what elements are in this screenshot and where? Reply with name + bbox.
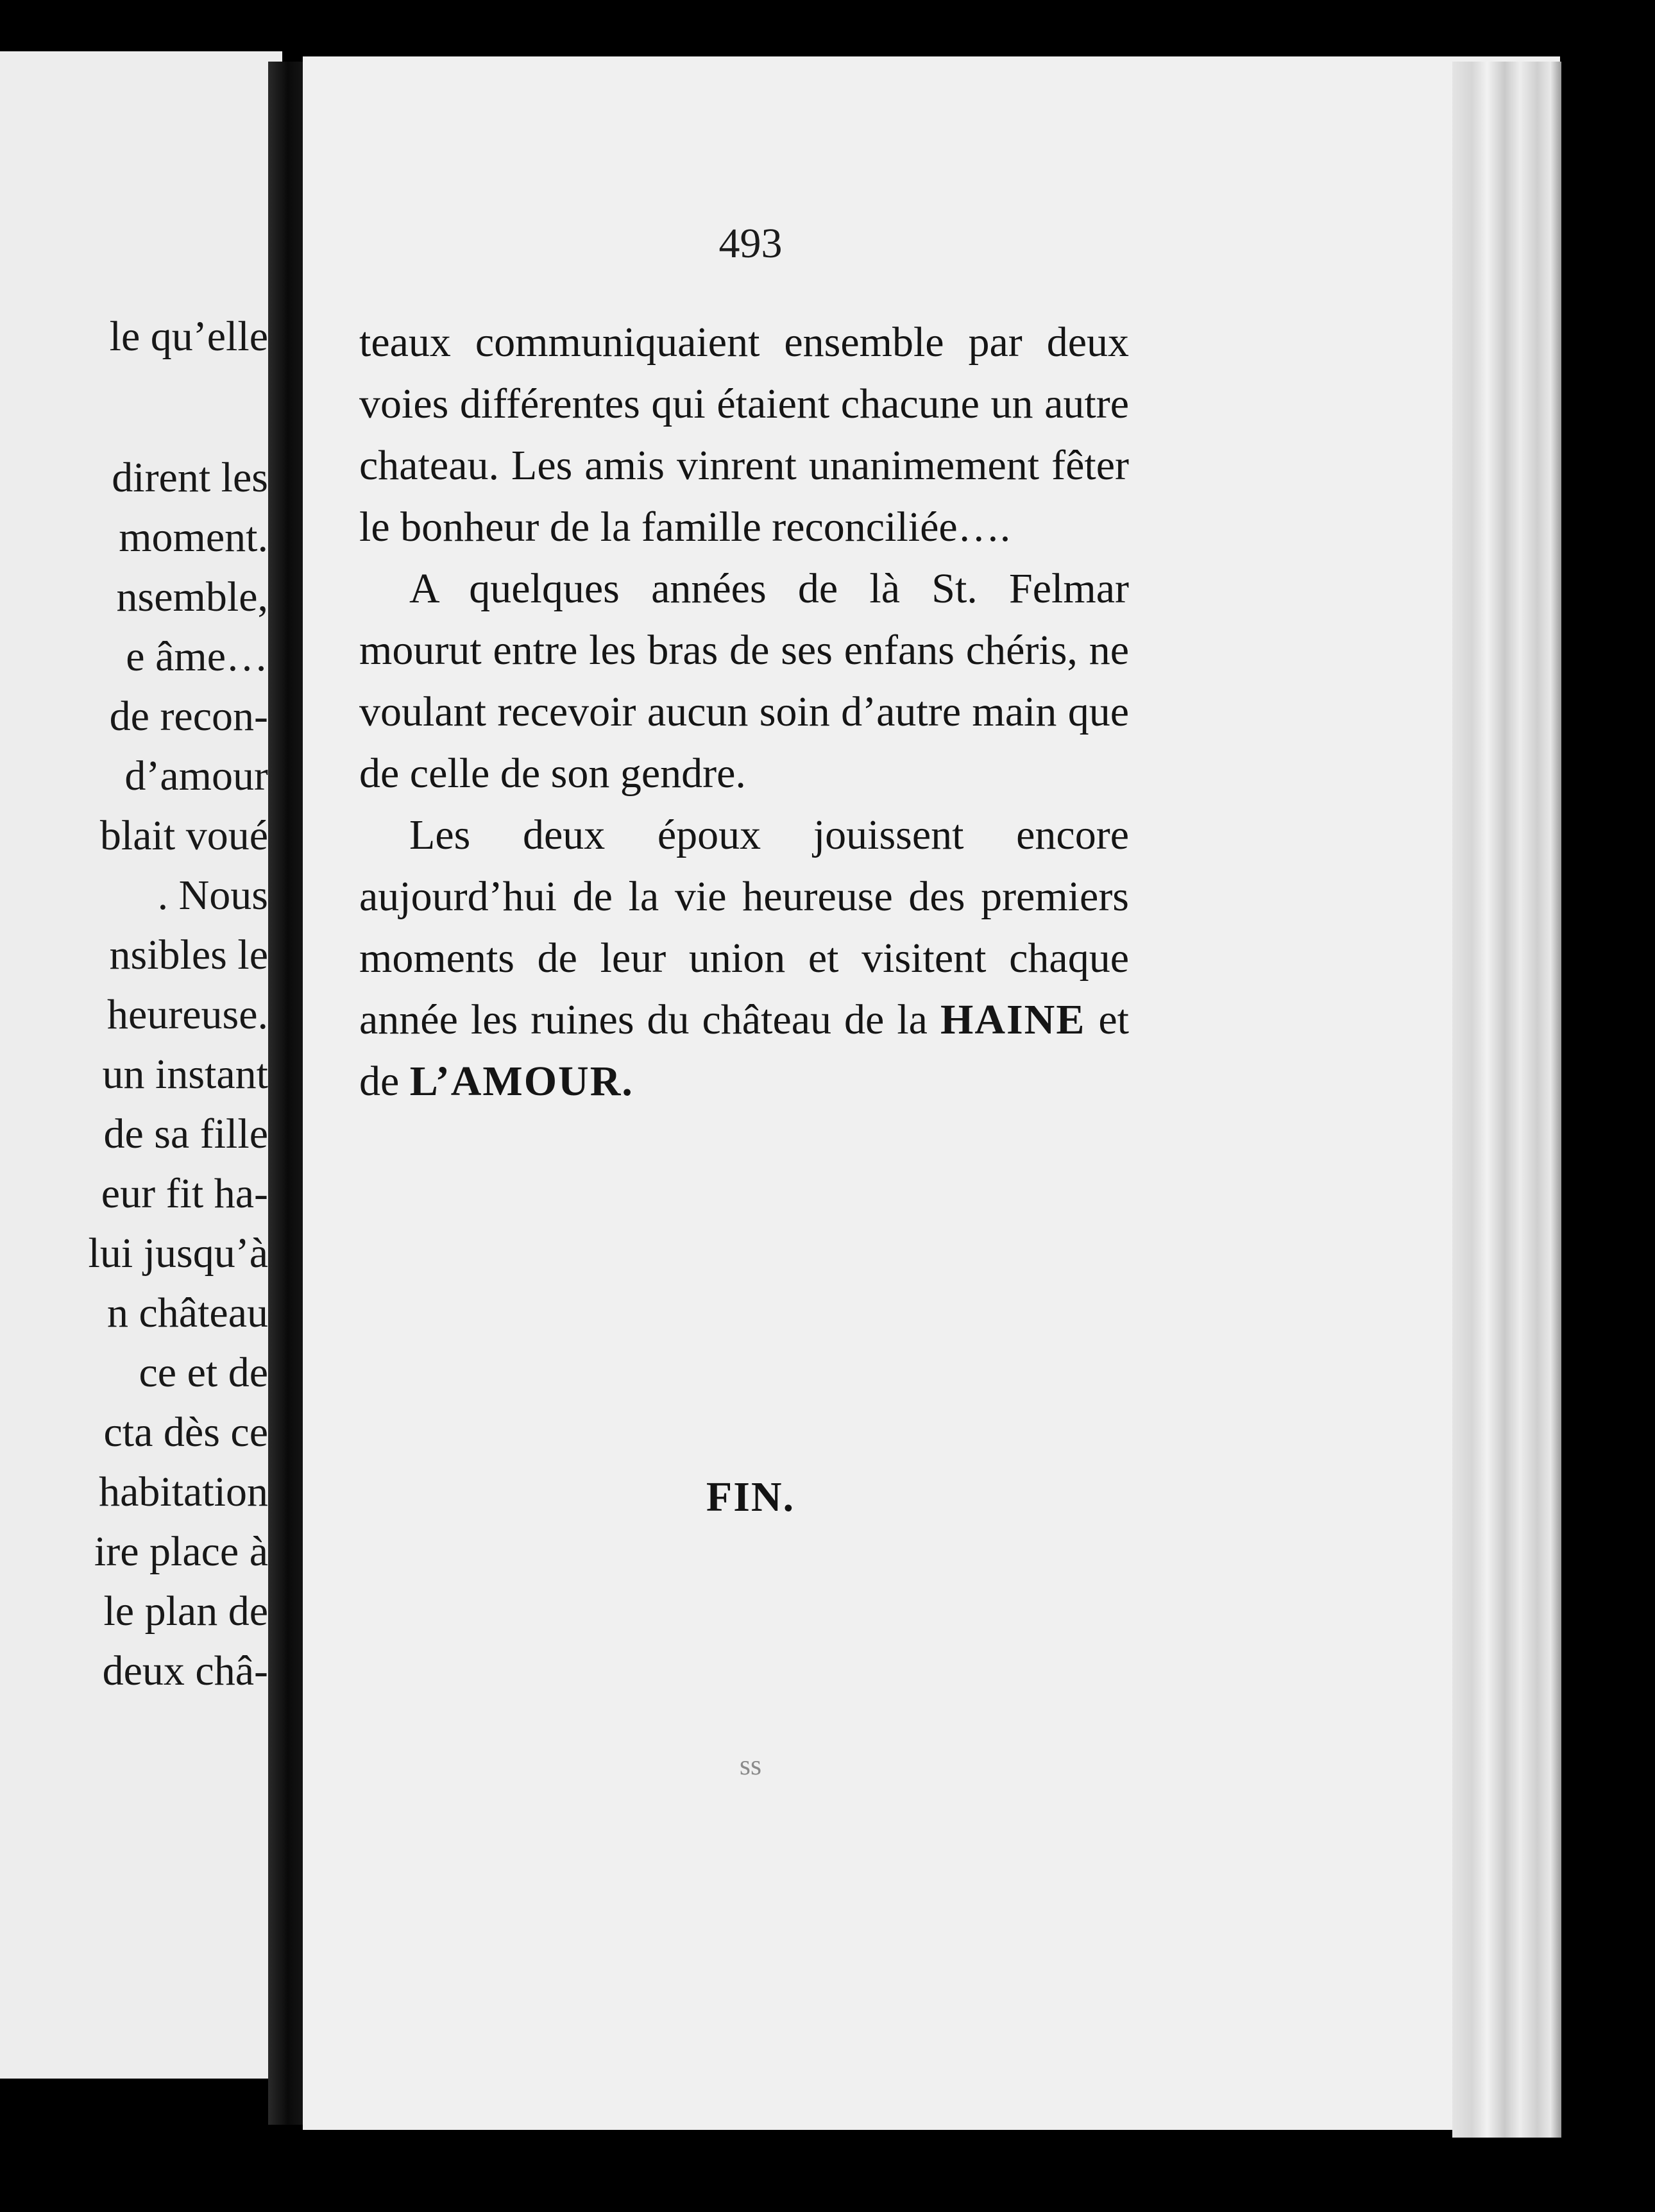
paragraph: A quelques années de là St. Felmar mourut entre les bras de ses enfans chéris, ne voulant recevoir aucun soin d’autre main que de celle de son gendre. bbox=[359, 565, 1129, 797]
left-page-line: nsemble, bbox=[116, 574, 268, 620]
paragraph-final-text: Les deux époux jouissent encore aujourd’hui de la vie heureuse des premiers moments de leur union et visitent chaque année les ruines du château de la bbox=[359, 812, 1129, 1043]
paragraph-final bbox=[359, 804, 1129, 1112]
left-page-line: blait voué bbox=[99, 812, 268, 859]
paragraph: teaux communiquaient ensemble par deux voies différentes qui étaient chacune un autre chateau. Les amis vinrent unanimement fêter le bonheur de la famille reconciliée…. bbox=[359, 319, 1129, 550]
left-page-line: de recon- bbox=[109, 693, 268, 740]
left-page-line: ce et de bbox=[139, 1349, 268, 1396]
haine-word: HAINE bbox=[940, 996, 1086, 1043]
amour-word: L’AMOUR. bbox=[409, 1058, 634, 1105]
left-page-line: lui jusqu’à bbox=[88, 1230, 268, 1277]
left-page-line: le plan de bbox=[103, 1588, 268, 1635]
book-gutter bbox=[268, 62, 304, 2125]
left-page-line: eur fit ha- bbox=[101, 1170, 268, 1217]
left-page-line: habitation bbox=[99, 1468, 268, 1515]
left-page-line: heureuse. bbox=[106, 991, 268, 1038]
left-page-line: de sa fille bbox=[103, 1110, 268, 1157]
page-edge bbox=[1452, 62, 1561, 2138]
connector-word: et de bbox=[359, 996, 1130, 1105]
left-page-line: cta dès ce bbox=[103, 1409, 268, 1456]
left-page-line: un instant bbox=[102, 1051, 268, 1098]
end-label: FIN. bbox=[706, 1474, 795, 1520]
left-page-line: le qu’elle bbox=[109, 313, 268, 360]
left-page-line: ire place à bbox=[94, 1528, 268, 1575]
left-page-line: e âme… bbox=[126, 633, 268, 680]
page-number: 493 bbox=[718, 220, 783, 267]
body-text bbox=[359, 312, 1129, 1112]
left-page-line: . Nous bbox=[157, 872, 268, 919]
left-page-line: deux châ- bbox=[102, 1647, 268, 1694]
left-page-line: dirent les bbox=[112, 454, 268, 501]
left-page-line: moment. bbox=[119, 514, 268, 561]
left-page-line: d’amour bbox=[124, 753, 268, 799]
signature-mark: ss bbox=[739, 1749, 762, 1781]
left-page-line: nsibles le bbox=[109, 932, 268, 978]
left-page-line: n château bbox=[106, 1289, 268, 1336]
